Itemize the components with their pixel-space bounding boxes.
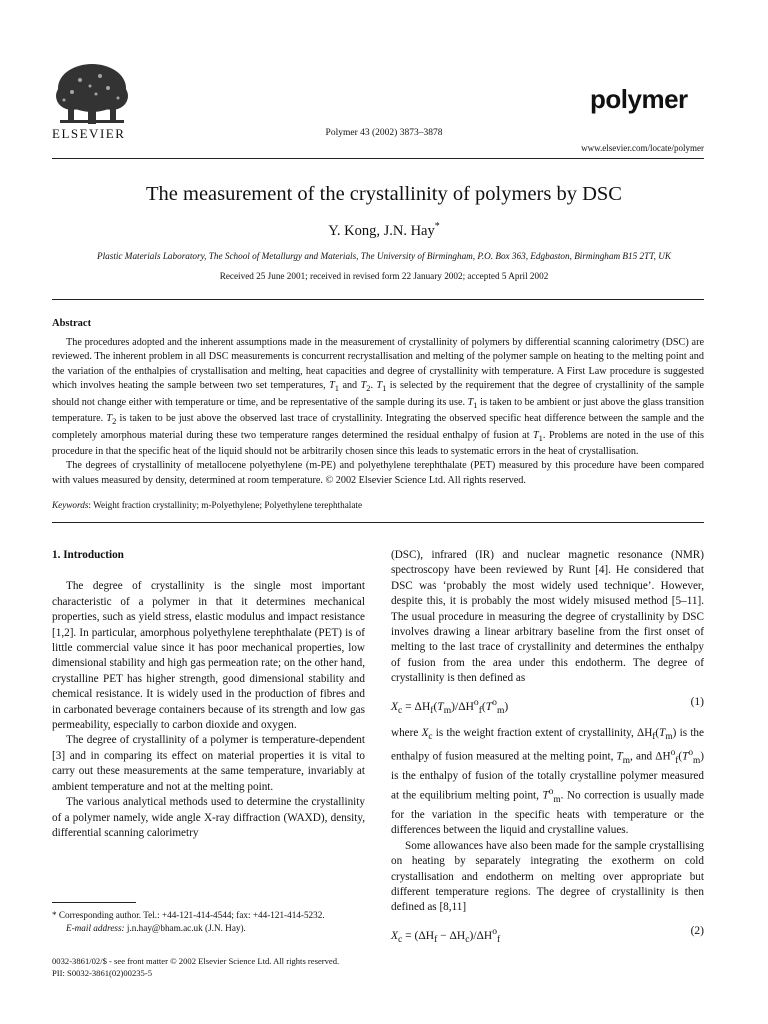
equation-number: (2) [690,924,704,937]
journal-brand: polymer [590,84,688,114]
email-note: E-mail address: j.n.hay@bham.ac.uk (J.N. Hay). [66,922,246,933]
abstract-paragraph-2: The degrees of crystallinity of metallocene polyethylene (m-PE) and polyethylene terephthalate (PET) measured by this procedure have been compared with values measured by density, determined at room temperature. © 2002 Elsevier Science Ltd. All rights reserved. [52,460,704,486]
abstract-top-divider [52,299,704,300]
header-divider [52,158,704,159]
equation-2: $X_c = (\Delta H_f - \Delta H_c)/\Delta H^o_f$ (2) [391,924,704,948]
section-heading-introduction: 1. Introduction [52,549,124,561]
footnote-divider [52,902,136,903]
abstract-bottom-divider [52,522,704,523]
article-authors: Y. Kong, J.N. Hay* [328,221,440,239]
equation-number: (1) [690,695,704,708]
body-column-right [391,548,704,955]
keywords: Keywords: Weight fraction crystallinity; m-Polyethylene; Polyethylene terephthalate [52,500,363,510]
article-received-dates: Received 25 June 2001; received in revised form 22 January 2002; accepted 5 April 2002 [219,271,549,281]
body-paragraph: The degree of crystallinity of a polymer is temperature-dependent [3] and in comparing its effect on material properties it is vital to carry out these measurements at the same temperature, invariably at ambient temperature and not at the melting point. [52,734,365,793]
body-paragraph: The various analytical methods used to determine the crystallinity of a polymer namely, wide angle X-ray diffraction (WAXD), density, differential scanning calorimetry [52,796,365,839]
journal-url[interactable]: www.elsevier.com/locate/polymer [581,143,704,153]
abstract-text [52,336,704,488]
issn-line: 0032-3861/02/$ - see front matter © 2002 Elsevier Science Ltd. All rights reserved. [52,956,340,966]
corresponding-author-note: * Corresponding author. Tel.: +44-121-414-4544; fax: +44-121-414-5232. [52,910,325,920]
equation-1: $X_c = \Delta H_f(T_m)/\Delta H^o_f(T^o_m)$ (1) [391,695,704,719]
body-paragraph: where $X_c$ is the weight fraction extent of crystallinity, $\Delta H_f(T_m)$ is the enthalpy of fusion measured at the melting point, $T_m$, and $\Delta H^o_f(T^o_m)$ is the enthalpy of fusion of the totally crystalline polymer measured at the equilibrium melting point, $T^o_m$. No correction is usually made for the variation in the specific heats with temperature or the differences between the liquid and crystalline values. [391,727,705,837]
email-link[interactable]: j.n.hay@bham.ac.uk (J.N. Hay). [124,922,246,933]
journal-citation: Polymer 43 (2002) 3873–3878 [325,128,443,138]
body-paragraph: Some allowances have also been made for the sample crystallising on heating by separately integrating the exotherm on cold crystallisation and endotherm on melting over appropriate but different temperature regions. The degree of crystallinity is then defined as [8,11] [391,839,704,914]
body-column-left [52,548,365,841]
pii-line: PII: S0032-3861(02)00235-5 [52,968,153,978]
body-paragraph: (DSC), infrared (IR) and nuclear magnetic resonance (NMR) spectroscopy have been reviewed by Runt [4]. He considered that DSC was ‘probably the most widely used technique’. However, despite this, it is probably the most widely misused method [5–11]. The usual procedure in measuring the degree of crystallinity by DSC involves drawing a linear arbitrary baseline from the first onset of melting to the last trace of crystallinity and determines the enthalpy of fusion from the area under this endotherm. The degree of crystallinity is then defined as [391,549,704,685]
body-paragraph: The degree of crystallinity is the single most important characteristic of a polymer in that it determines mechanical properties, such as yield stress, elastic modulus and impact resistance [1,2]. In particular, amorphous polyethylene terephthalate (PET) is of little commercial value since it has poor mechanical properties, low dimensional stability and high gas permeation rate; on the other hand, crystalline PET has higher strength, good dimensional stability and chemical resistance. It is widely used in the production of fibres and in carbonated beverage containers because of its strength and low gas permeability, especially to carbon dioxide and oxygen. [52,580,365,732]
article-affiliation: Plastic Materials Laboratory, The School of Metallurgy and Materials, The University of Birmingham, P.O. Box 363, Edgbaston, Birmingham B15 2TT, UK [96,251,672,261]
abstract-paragraph-1: The procedures adopted and the inherent assumptions made in the measurement of crystallinity of polymers by differential scanning calorimetry (DSC) are reviewed. The inherent problem in all DSC measurements is concurrent recrystallisation and melting of the polymer sample on heating to the melting point and the variation of the enthalpies of crystallisation and melting, heat capacities and degree of crystallinity with temperature. A First Law procedure is suggested which involves heating the sample between two set temperatures, $T_1$ and $T_2$. $T_1$ is selected by the requirement that the degree of crystallinity of the sample should not change either with temperature or time, and be representative of the sample during its use. $T_1$ is taken to be ambient or just above the glass transition temperature. $T_2$ is taken to be just above the observed last trace of crystallinity. Integrating the observed specific heat difference between the sample and the completely amorphous material during these two temperature ranges determined the residual enthalpy of fusion at $T_1$. Problems are noted in the use of this procedure in that the specific heat of the liquid should not be arbitrarily chosen since this leads to systematic errors in the heat of crystallisation. [52,337,705,457]
article-title: The measurement of the crystallinity of polymers by DSC [146,183,622,205]
footnote [52,909,368,934]
publisher-name: ELSEVIER [52,126,126,141]
abstract-heading: Abstract [52,318,92,329]
page-footer [52,955,339,979]
